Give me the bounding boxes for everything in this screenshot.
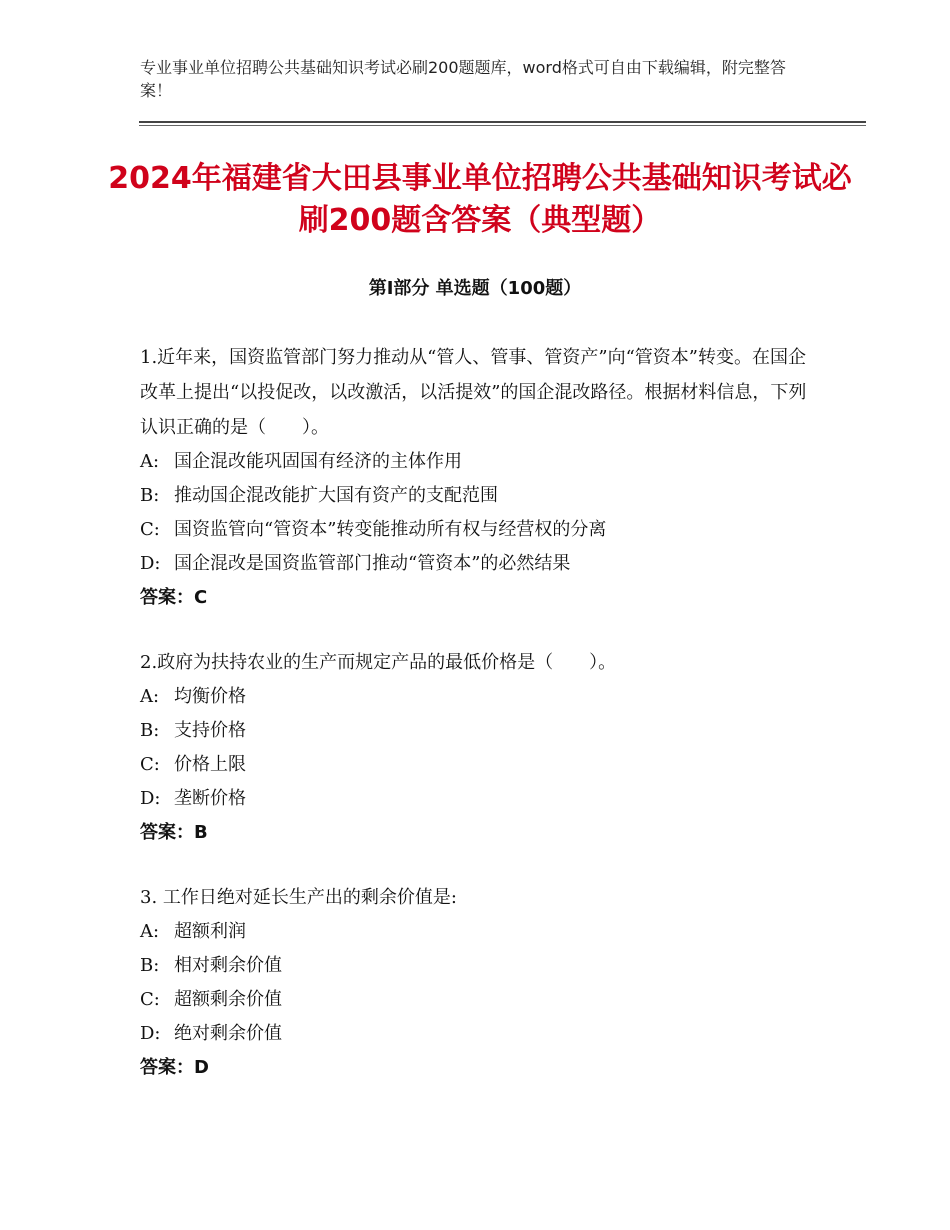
answer-line: 答案：D [140,1057,209,1078]
header-note: 专业事业单位招聘公共基础知识考试必刷200题题库，word格式可自由下载编辑，附完整答案！ [140,58,786,100]
header-rule [139,121,866,123]
option-letter: B: [140,955,160,976]
document-title: 2024年福建省大田县事业单位招聘公共基础知识考试必刷200题含答案（典型题） [108,161,852,238]
option-text: 推动国企混改能扩大国有资产的支配范围 [174,485,498,506]
option-letter: C: [140,519,160,540]
option-c [140,983,820,1017]
option-text: 价格上限 [174,754,246,775]
option-letter: B: [140,720,160,741]
option-b [140,479,820,513]
question-list [140,340,820,1115]
question-2 [140,645,820,850]
option-a [140,445,820,479]
answer-line: 答案：B [140,822,208,843]
option-letter: A: [140,686,160,707]
question-stem: 1.近年来，国资监管部门努力推动从“管人、管事、管资产”向“管资本”转变。在国企改革上提出“以投促改，以改激活，以活提效”的国企混改路径。根据材料信息，下列认识正确的是（ ）。 [140,347,807,438]
option-a [140,680,820,714]
option-letter: B: [140,485,160,506]
option-text: 国企混改是国资监管部门推动“管资本”的必然结果 [174,553,571,574]
option-letter: C: [140,754,160,775]
option-d [140,547,820,581]
question-stem: 3. 工作日绝对延长生产出的剩余价值是: [140,887,457,908]
option-letter: C: [140,989,160,1010]
option-c [140,748,820,782]
option-a [140,915,820,949]
option-b [140,949,820,983]
option-c [140,513,820,547]
option-text: 国企混改能巩固国有经济的主体作用 [174,451,462,472]
option-text: 均衡价格 [174,686,246,707]
option-text: 超额剩余价值 [174,989,282,1010]
answer-line: 答案：C [140,587,208,608]
question-stem: 2.政府为扶持农业的生产而规定产品的最低价格是（ ）。 [140,652,617,673]
option-letter: A: [140,921,160,942]
option-letter: D: [140,788,161,809]
option-text: 垄断价格 [174,788,246,809]
option-b [140,714,820,748]
option-letter: D: [140,1023,161,1044]
section-heading: 第Ⅰ部分 单选题（100题） [368,278,582,299]
option-d [140,782,820,816]
option-d [140,1017,820,1051]
option-text: 支持价格 [174,720,246,741]
question-3 [140,880,820,1085]
option-letter: D: [140,553,161,574]
option-letter: A: [140,451,160,472]
option-text: 超额利润 [174,921,246,942]
option-text: 相对剩余价值 [174,955,282,976]
option-text: 国资监管向“管资本”转变能推动所有权与经营权的分离 [174,519,607,540]
option-text: 绝对剩余价值 [174,1023,282,1044]
question-1 [140,340,820,615]
header-rule-thin [139,125,866,126]
